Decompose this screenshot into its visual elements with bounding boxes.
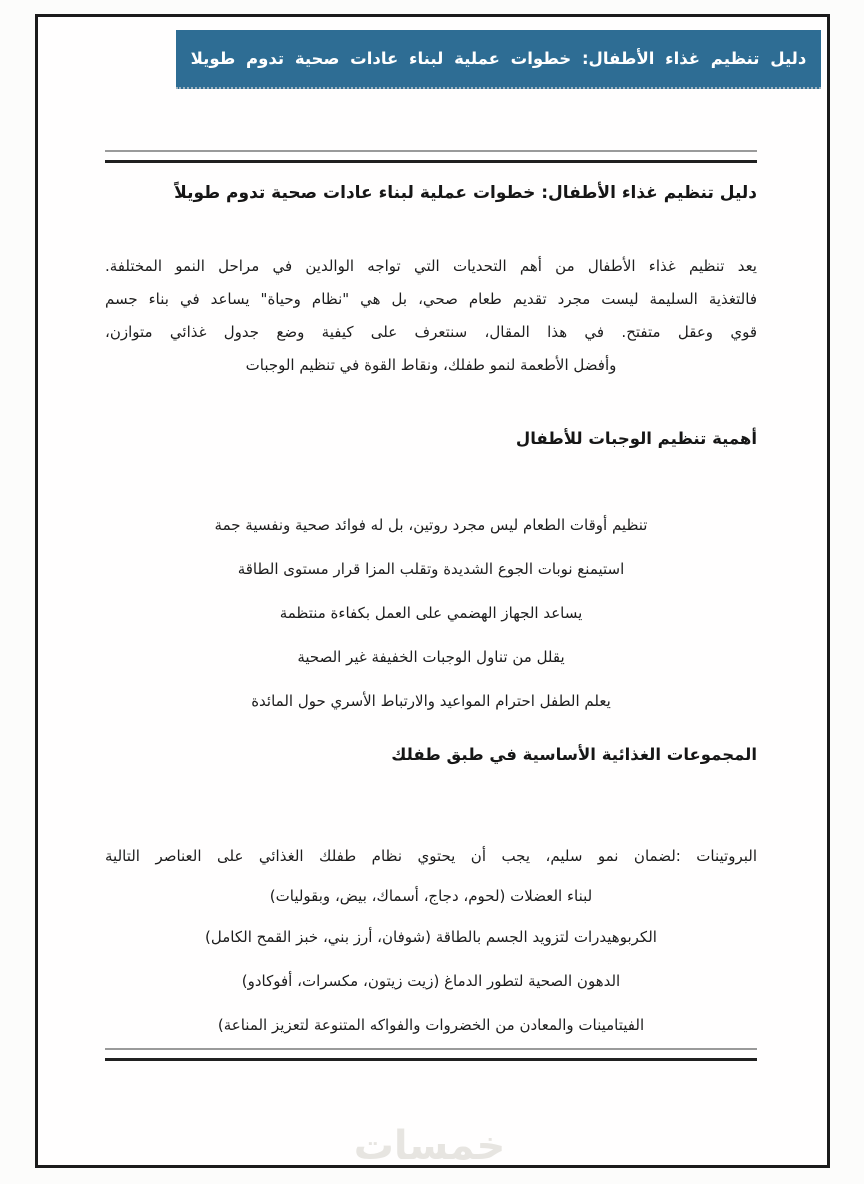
- section-heading-food-groups: المجموعات الغذائية الأساسية في طبق طفلك: [391, 745, 757, 764]
- document-header-bar: [176, 30, 821, 89]
- section-heading-meal-importance: أهمية تنظيم الوجبات للأطفال: [515, 429, 757, 448]
- list-item: يساعد الجهاز الهضمي على العمل بكفاءة منتظمة: [279, 604, 583, 622]
- watermark-khamsat: خمسات: [353, 1123, 506, 1169]
- proteins-lead-paragraph: [105, 836, 757, 916]
- intro-line: فالتغذية السليمة ليست مجرد تقديم طعام صحي، بل هي "نظام وحياة" يساعد في بناء جسم: [105, 290, 757, 308]
- intro-paragraph: [105, 250, 757, 382]
- divider-black-line: [105, 160, 757, 163]
- divider-black-line: [105, 1058, 757, 1061]
- list-item: استيمنع نوبات الجوع الشديدة وتقلب المزا قرار مستوى الطاقة: [237, 560, 625, 578]
- food-group-item: الكربوهيدرات لتزويد الجسم بالطاقة (شوفان، أرز بني، خبز القمح الكامل): [205, 928, 657, 946]
- intro-line: وأفضل الأطعمة لنمو طفلك، ونقاط القوة في تنظيم الوجبات: [245, 356, 617, 374]
- list-item: يعلم الطفل احترام المواعيد والارتباط الأسري حول المائدة: [251, 692, 611, 710]
- bottom-divider: [105, 1048, 757, 1061]
- food-groups-list: [105, 915, 757, 1047]
- list-item: تنظيم أوقات الطعام ليس مجرد روتين، بل له فوائد صحية ونفسية جمة: [214, 516, 648, 534]
- proteins-line: لبناء العضلات (لحوم، دجاج، أسماك، بيض، وبقوليات): [269, 887, 593, 905]
- intro-line: يعد تنظيم غذاء الأطفال من أهم التحديات التي تواجه الوالدين في مراحل النمو المختلفة.: [105, 257, 757, 275]
- divider-gray-line: [105, 150, 757, 152]
- proteins-line: البروتينات :لضمان نمو سليم، يجب أن يحتوي نظام طفلك الغذائي على العناصر التالية: [105, 847, 757, 865]
- intro-line: قوي وعقل متفتح. في هذا المقال، سنتعرف على كيفية وضع جدول غذائي متوازن،: [105, 323, 757, 341]
- divider-gray-line: [105, 1048, 757, 1050]
- list-item: يقلل من تناول الوجبات الخفيفة غير الصحية: [297, 648, 565, 666]
- article-title: دليل تنظيم غذاء الأطفال: خطوات عملية لبناء عادات صحية تدوم طويلاً: [174, 183, 757, 203]
- food-group-item: الدهون الصحية لتطور الدماغ (زيت زيتون، مكسرات، أفوكادو): [241, 972, 621, 990]
- page-border: [35, 14, 830, 1168]
- top-divider: [105, 150, 757, 163]
- header-title: دليل تنظيم غذاء الأطفال: خطوات عملية لبناء عادات صحية تدوم طويلا: [190, 49, 807, 68]
- importance-list: [105, 503, 757, 723]
- food-group-item: الفيتامينات والمعادن من الخضروات والفواكه المتنوعة لتعزيز المناعة): [217, 1016, 645, 1034]
